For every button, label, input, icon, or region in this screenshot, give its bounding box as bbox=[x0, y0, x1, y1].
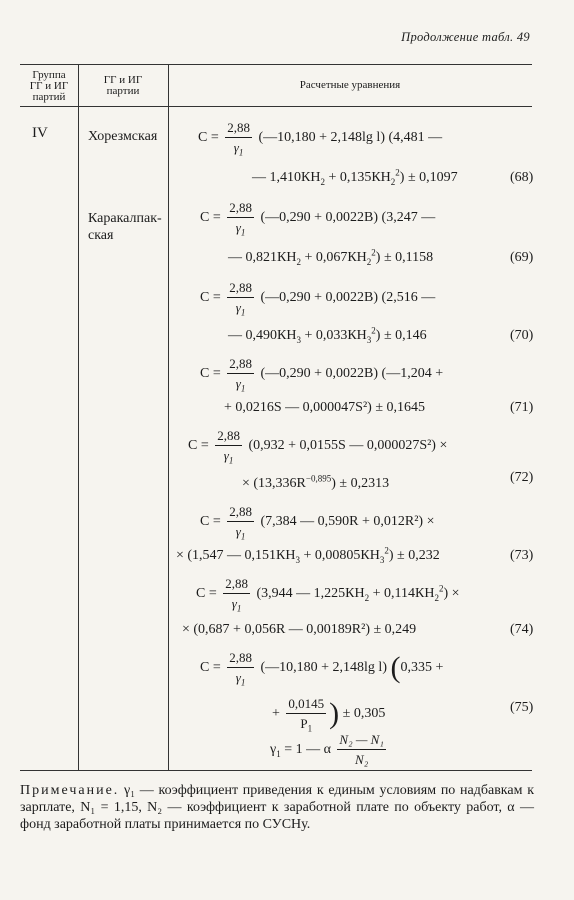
equation-72-line1: C = $\frac{2,88}{\gamma_1}$ (0,932 + 0,0155S — 0,000027S²) × bbox=[188, 428, 448, 466]
note-heading: Примечание. bbox=[20, 783, 120, 798]
equation-71-line2: + 0,0216S — 0,000047S²) ± 0,1645 bbox=[224, 400, 426, 415]
equation-71-number: (71) bbox=[510, 400, 534, 415]
equation-68-number: (68) bbox=[510, 170, 534, 185]
column-divider-1 bbox=[78, 64, 79, 770]
equation-73-number: (73) bbox=[510, 548, 534, 563]
equation-75-number: (75) bbox=[510, 700, 534, 715]
equation-68-line1: C = $\frac{2,88}{\gamma_1}$ (—10,180 + 2,148lg l) (4,481 — bbox=[198, 120, 443, 158]
equation-70-line2: — $0,490КН_3 + 0,033КН_3^2) \pm 0,146$ bbox=[228, 325, 427, 345]
column-divider-2 bbox=[168, 64, 169, 770]
table-header-rule bbox=[20, 106, 532, 107]
equation-75-line1: C = $\frac{2,88}{\gamma_1}$ (—10,180 + 2,148lg l) (0,335 + bbox=[200, 650, 444, 688]
equation-75-line2: + $\frac{0,0145}{P_1}$ ) ± 0,305 bbox=[272, 696, 386, 734]
party-khorezm: Хорезмская bbox=[88, 129, 158, 144]
equation-69-line2: — $0,821КН_2 + 0,067КН_2^2) \pm 0,1158$ bbox=[228, 247, 434, 267]
continuation-label: Продолжение табл. 49 bbox=[401, 30, 530, 44]
header-group: Группа ГГ и ИГ партий bbox=[29, 69, 69, 103]
equation-68-line2: — $1,410КН_2 + 0,135КН_2^2) \pm 0,1097$ bbox=[252, 167, 458, 187]
equation-70-line1: C = $\frac{2,88}{\gamma_1}$ (—0,290 + 0,0022B) (2,516 — bbox=[200, 280, 436, 318]
equation-74-number: (74) bbox=[510, 622, 534, 637]
equation-73-line2: × (1,547 — $0,151КН_3 + 0,00805КН_3^2) \pm 0,232$ bbox=[176, 545, 440, 565]
header-party: ГГ и ИГ партии bbox=[103, 74, 143, 97]
equation-74-line2: × (0,687 + 0,056R — 0,00189R²) ± 0,249 bbox=[182, 622, 417, 637]
equation-71-line1: C = $\frac{2,88}{\gamma_1}$ (—0,290 + 0,0022B) (—1,204 + bbox=[200, 356, 444, 394]
header-equations: Расчетные уравнения bbox=[299, 79, 401, 91]
table-note bbox=[20, 782, 534, 833]
equation-69-number: (69) bbox=[510, 250, 534, 265]
table-bottom-rule bbox=[20, 770, 532, 771]
equation-70-number: (70) bbox=[510, 328, 534, 343]
equation-69-line1: C = $\frac{2,88}{\gamma_1}$ (—0,290 + 0,0022B) (3,247 — bbox=[200, 200, 436, 238]
equation-73-line1: C = $\frac{2,88}{\gamma_1}$ (7,384 — 0,590R + 0,012R²) × bbox=[200, 504, 435, 542]
party-karakalpak: Каракалпак- ская bbox=[88, 211, 162, 243]
equation-72-line2: × $(13,336R^{-0,895}) \pm 0,2313$ bbox=[242, 473, 390, 491]
note-text: γ₁ — коэффициент приведения к единым условиям по надбавкам к зарплате, N₁ = 1,15, N₂ — коэффициент к заработной плате по объекту работ, α — фонд заработной платы принимается по СУСНу. bbox=[20, 783, 534, 832]
table-top-rule bbox=[20, 64, 532, 65]
gamma-equation: $\gamma_1 = 1$ — α $\frac{\text{N₂ — N₁}}{\text{N₂}}$ bbox=[270, 732, 384, 767]
group-number: IV bbox=[32, 125, 48, 141]
equation-74-line1: C = $\frac{2,88}{\gamma_1}$ (3,944 — $1,225КН_2 + 0,114КН_2^2$) × bbox=[196, 576, 460, 614]
equation-72-number: (72) bbox=[510, 470, 534, 485]
